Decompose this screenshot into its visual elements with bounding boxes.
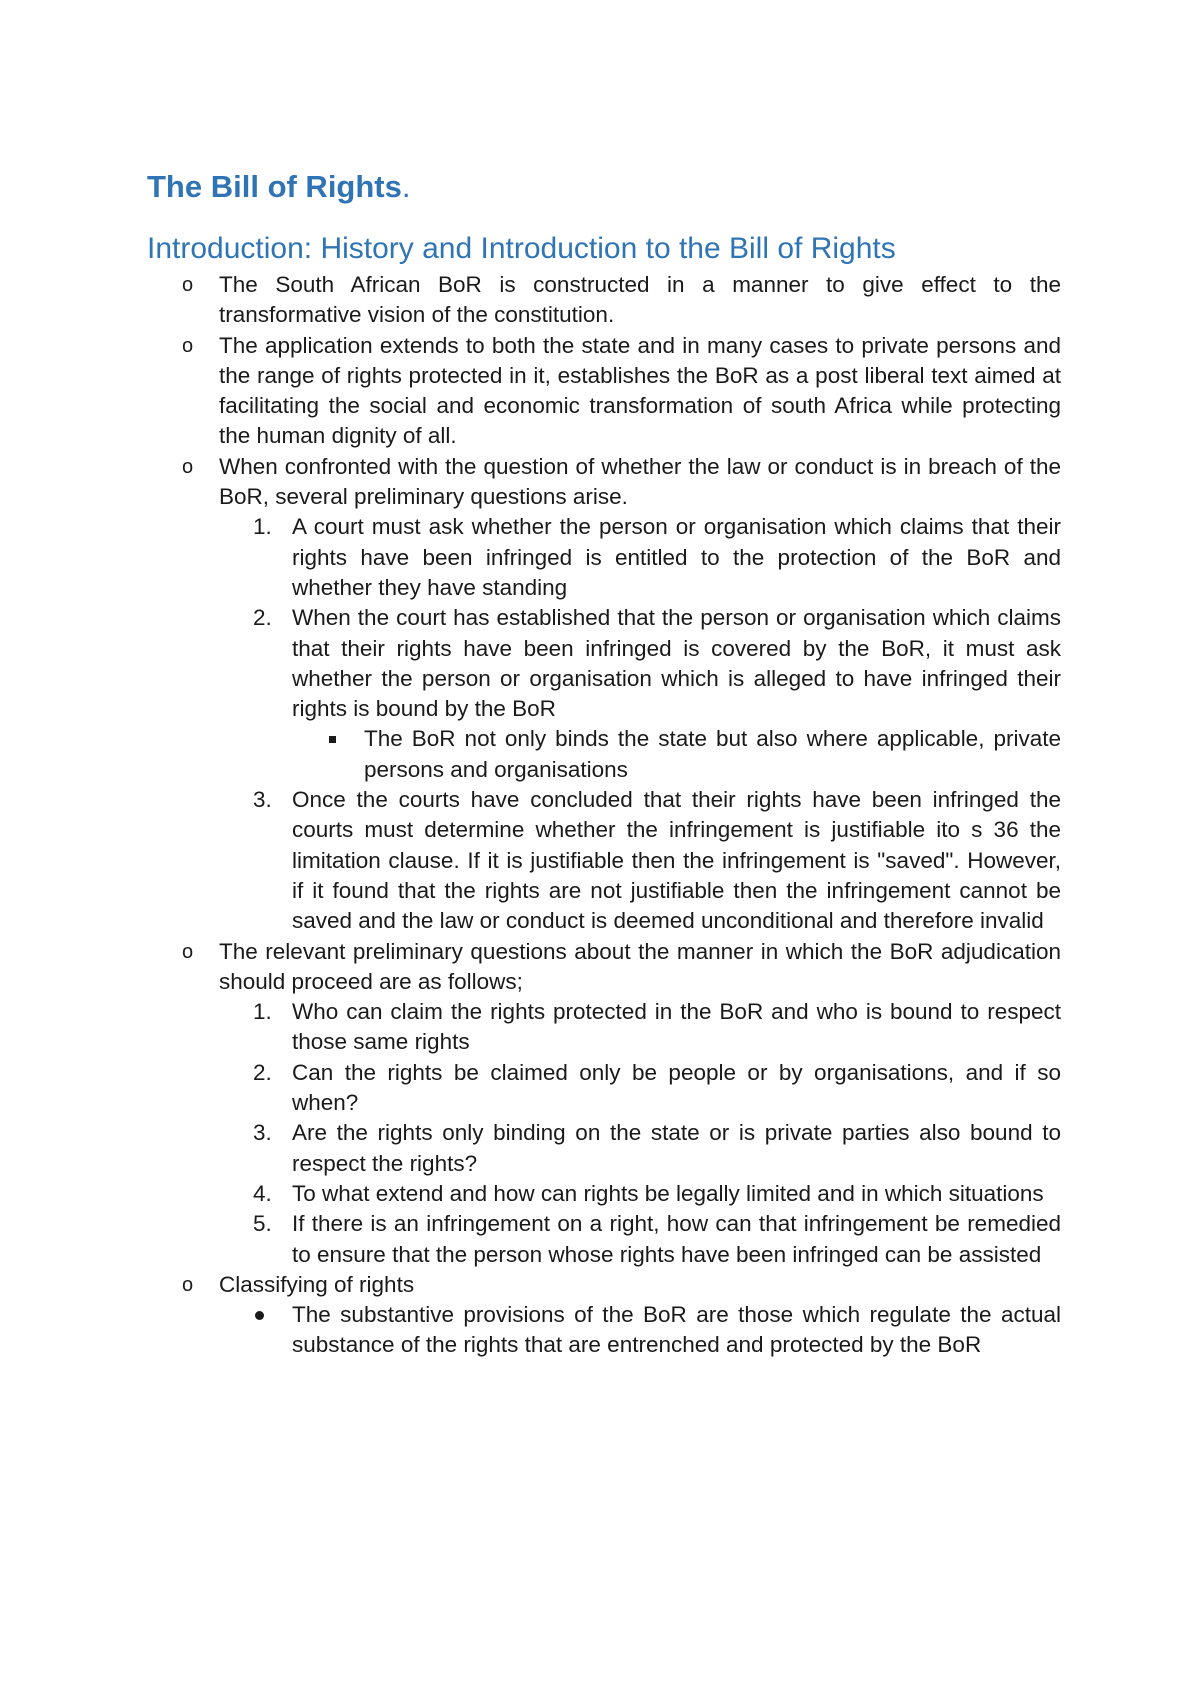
- circle-bullet: o: [182, 274, 194, 296]
- numbered-item-text: Who can claim the rights protected in the BoR and who is bound to respect those same rights: [292, 999, 1061, 1055]
- numbered-item-text: Are the rights only binding on the state or is private parties also bound to respect the rights?: [292, 1120, 1061, 1176]
- title-text: The Bill of Rights: [147, 169, 402, 204]
- numbered-item-text: Can the rights be claimed only be people or by organisations, and if so when?: [292, 1059, 1061, 1116]
- item-number: 3.: [253, 1120, 272, 1146]
- disc-bullet-icon: [255, 1311, 264, 1320]
- circle-bullet: o: [182, 334, 194, 357]
- numbered-item-text: If there is an infringement on a right, how can that infringement be remedied to ensure that the person whose rights have been infringed can be assisted: [292, 1211, 1061, 1267]
- circle-bullet: o: [182, 455, 194, 478]
- numbered-item: [147, 1209, 1061, 1270]
- item-number: 1.: [253, 999, 272, 1025]
- list-item-text: The application extends to both the state and in many cases to private persons and the range of rights protected in it, establishes the BoR as a post liberal text aimed at facilitating the social and economic transformation of south Africa while protecting the human dignity of all.: [219, 332, 1061, 449]
- sub-list-item: [147, 1300, 1061, 1361]
- numbered-item: [147, 1118, 1061, 1179]
- document-body: [147, 270, 1061, 1361]
- list-item: [147, 270, 1061, 331]
- sub-list-item: [147, 724, 1061, 785]
- list-item: [147, 1270, 1061, 1300]
- list-item: [147, 452, 1061, 513]
- section-heading: Introduction: History and Introduction to the Bill of Rights: [147, 232, 896, 265]
- list-item: [147, 331, 1061, 452]
- sub-list-item-text: The substantive provisions of the BoR are those which regulate the actual substance of the rights that are entrenched and protected by the BoR: [292, 1302, 1061, 1358]
- document-page: [147, 168, 1061, 1361]
- item-number: 1.: [253, 514, 272, 540]
- sub-list-item-text: The BoR not only binds the state but also where applicable, private persons and organisations: [364, 726, 1061, 782]
- numbered-item: [147, 1058, 1061, 1119]
- list-item: [147, 937, 1061, 998]
- item-number: 3.: [253, 787, 272, 813]
- numbered-item: [147, 603, 1061, 724]
- numbered-item: [147, 785, 1061, 936]
- numbered-item: [147, 1179, 1061, 1209]
- item-number: 2.: [253, 605, 272, 631]
- list-item-text: Classifying of rights: [219, 1271, 415, 1297]
- circle-bullet: o: [182, 940, 194, 963]
- numbered-item-text: When the court has established that the person or organisation which claims that their rights have been infringed is covered by the BoR, it must ask whether the person or organisation which is alleged to have infringed their rights is bound by the BoR: [292, 605, 1061, 722]
- numbered-item-text: Once the courts have concluded that their rights have been infringed the courts must determine whether the infringement is justifiable ito s 36 the limitation clause. If it is justifiable then the infringement is "saved". However, if it found that the rights are not justifiable then the infringement cannot be saved and the law or conduct is deemed unconditional and therefore invalid: [292, 787, 1061, 934]
- list-item-text: When confronted with the question of whether the law or conduct is in breach of the BoR, several preliminary questions arise.: [219, 453, 1061, 510]
- document-title: [147, 168, 1061, 206]
- numbered-item: [147, 997, 1061, 1058]
- square-bullet-icon: [329, 736, 336, 743]
- circle-bullet: o: [182, 1273, 194, 1296]
- list-item-text: The South African BoR is constructed in a manner to give effect to the transformative vision of the constitution.: [219, 272, 1061, 328]
- title-dot: .: [401, 169, 411, 204]
- numbered-item-text: To what extend and how can rights be legally limited and in which situations: [292, 1180, 1044, 1206]
- item-number: 5.: [253, 1211, 272, 1237]
- item-number: 2.: [253, 1059, 272, 1085]
- numbered-item-text: A court must ask whether the person or organisation which claims that their rights have been infringed is entitled to the protection of the BoR and whether they have standing: [292, 514, 1061, 600]
- item-number: 4.: [253, 1180, 272, 1206]
- list-item-text: The relevant preliminary questions about the manner in which the BoR adjudication should proceed are as follows;: [219, 938, 1061, 994]
- numbered-item: [147, 512, 1061, 603]
